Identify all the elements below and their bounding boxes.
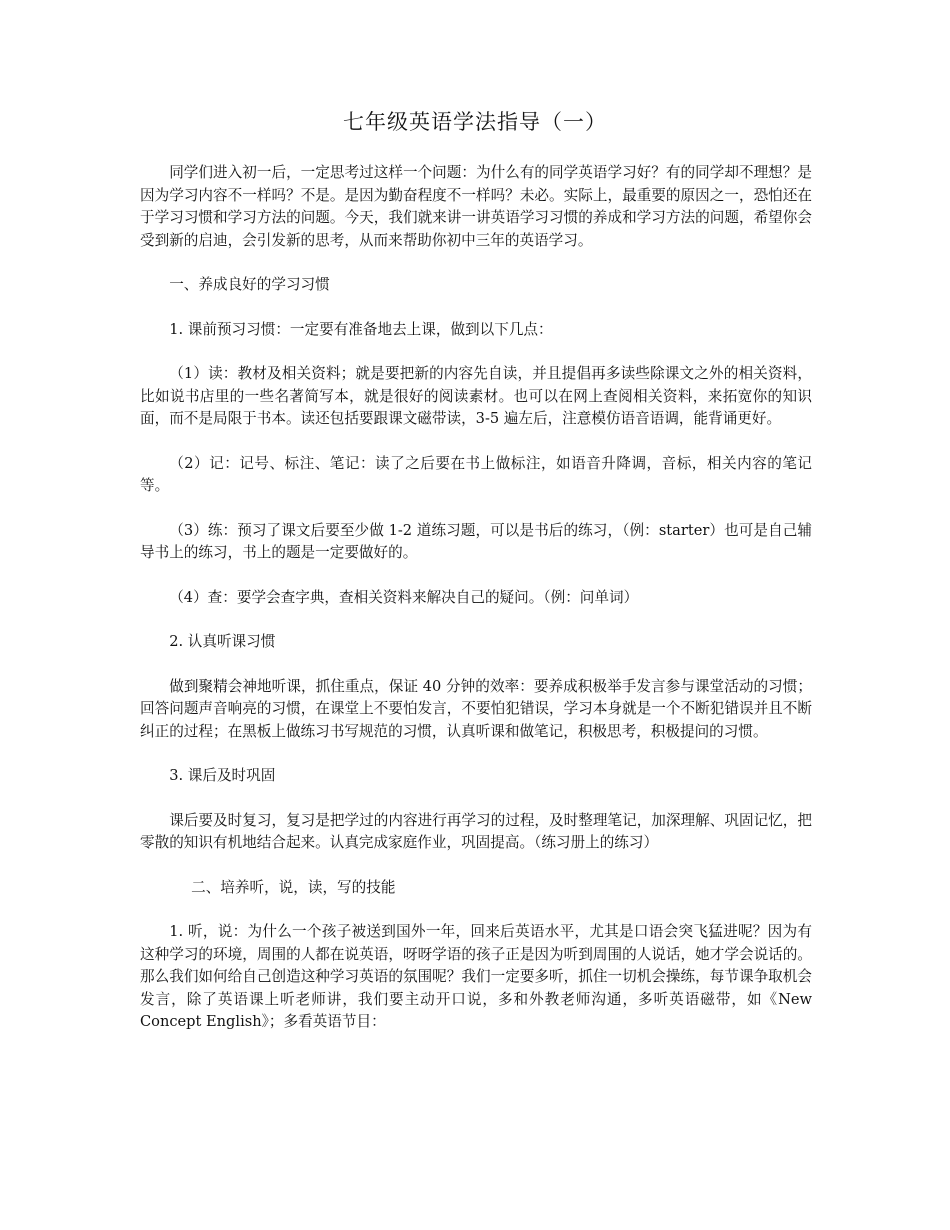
paragraph-practice: （3）练：预习了课文后要至少做 1-2 道练习题，可以是书后的练习，（例：starter）也可是自己辅导书上的练习，书上的题是一定要做好的。	[140, 521, 812, 561]
subheading-listening-habit: 2. 认真听课习惯	[169, 633, 276, 650]
subheading-review: 3. 课后及时巩固	[169, 767, 276, 784]
paragraph-note: （2）记：记号、标注、笔记：读了之后要在书上做标注，如语音升降调，音标，相关内容的笔记等。	[140, 454, 812, 494]
paragraph-lookup: （4）查：要学会查字典，查相关资料来解决自己的疑问。（例：问单词）	[169, 588, 639, 606]
subheading-preview-habit: 1. 课前预习习惯：一定要有准备地去上课，做到以下几点：	[169, 320, 553, 338]
paragraph-read: （1）读：教材及相关资料；就是要把新的内容先自读，并且提倡再多读些除课文之外的相关资料，比如说书店里的一些名著简写本，就是很好的阅读素材。也可以在网上查阅相关资料，来拓宽你的知识面，而不是局限于书本。读还包括要跟课文磁带读，3-5 遍左后，注意模仿语音语调，能背诵更好。	[140, 365, 812, 427]
paragraph-listen-speak: 1. 听，说：为什么一个孩子被送到国外一年，回来后英语水平，尤其是口语会突飞猛进呢？因为有这种学习的环境，周围的人都在说英语，呀呀学语的孩子正是因为听到周围的人说话，她才学会说话的。那么我们如何给自己创造这种学习英语的氛围呢？我们一定要多听，抓住一切机会操练，每节课争取机会发言，除了英语课上听老师讲，我们要主动开口说，多和外教老师沟通，多听英语磁带，如《New Concept English》；多看英语节目：	[140, 923, 812, 1030]
paragraph-review: 课后要及时复习，复习是把学过的内容进行再学习的过程，及时整理笔记，加深理解、巩固记忆，把零散的知识有机地结合起来。认真完成家庭作业，巩固提高。（练习册上的练习）	[140, 811, 812, 851]
section-heading-1: 一、养成良好的学习习惯	[169, 276, 330, 293]
page-title: 七年级英语学法指导（一）	[343, 110, 607, 134]
paragraph-listening: 做到聚精会神地听课，抓住重点，保证 40 分钟的效率：要养成积极举手发言参与课堂活动的习惯；回答问题声音响亮的习惯，在课堂上不要怕发言，不要怕犯错误，学习本身就是一个不断犯错误并且不断纠正的过程；在黑板上做练习书写规范的习惯，认真听课和做笔记，积极思考，积极提问的习惯。	[140, 677, 812, 740]
document-body	[140, 162, 812, 1056]
intro-paragraph: 同学们进入初一后，一定思考过这样一个问题：为什么有的同学英语学习好？有的同学却不理想？是因为学习内容不一样吗？不是。是因为勤奋程度不一样吗？未必。实际上，最重要的原因之一，恐怕还在于学习习惯和学习方法的问题。今天，我们就来讲一讲英语学习习惯的养成和学习方法的问题，希望你会受到新的启迪，会引发新的思考，从而来帮助你初中三年的英语学习。	[140, 164, 812, 249]
section-heading-2: 二、培养听，说，读，写的技能	[191, 878, 396, 896]
